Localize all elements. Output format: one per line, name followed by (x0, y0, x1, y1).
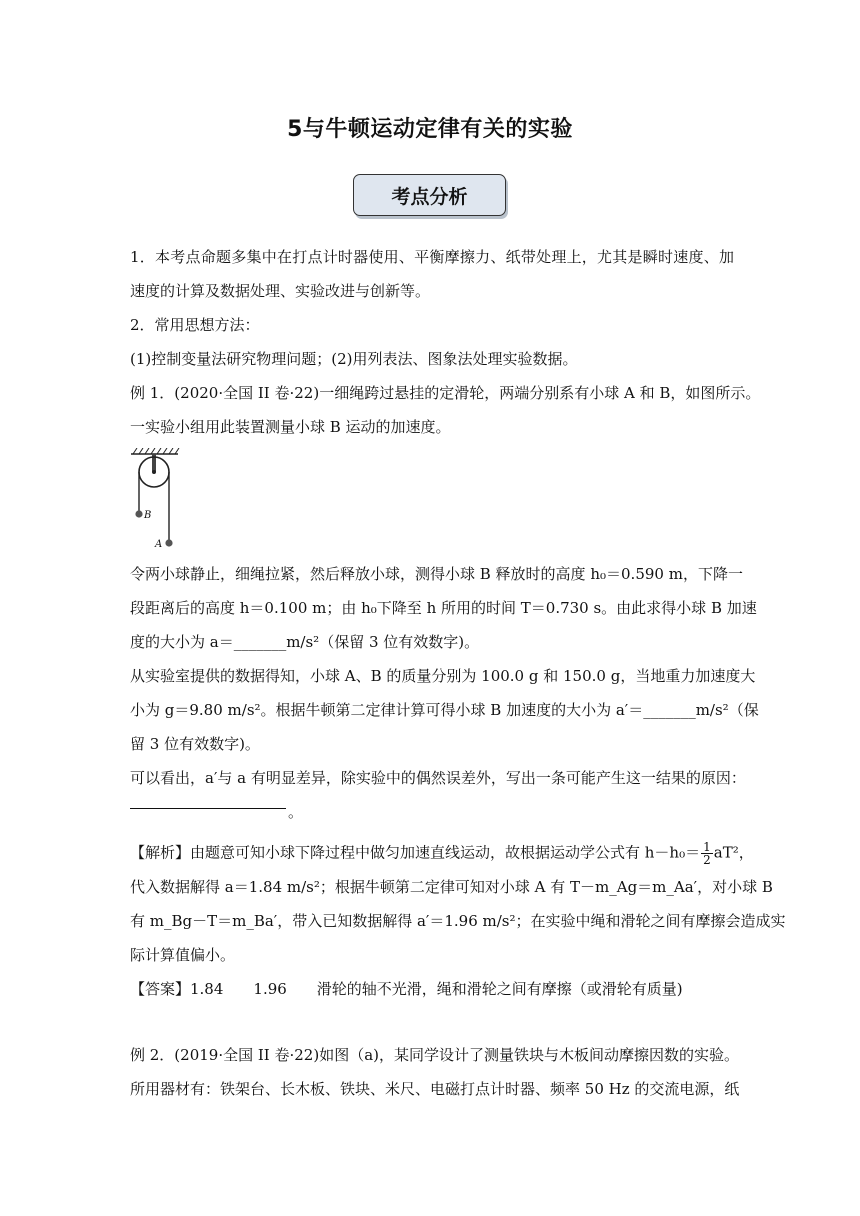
analysis-line-1 (130, 840, 754, 867)
example1-question-line-2: 一实验小组用此装置测量小球 B 运动的加速度。 (130, 418, 451, 436)
fraction-denominator: 2 (703, 853, 711, 867)
intro-paragraph-3: (1)控制变量法研究物理问题；(2)用列表法、图象法处理实验数据。 (130, 350, 578, 368)
example1-para-line-1: 令两小球静止，细绳拉紧，然后释放小球，测得小球 B 释放时的高度 h₀＝0.590 m，下降一 (130, 565, 743, 583)
fraction-numerator: 1 (703, 840, 711, 854)
label-B: B (144, 510, 152, 521)
answer-blank (130, 808, 286, 809)
analysis-line-2: 代入数据解得 a＝1.84 m/s²；根据牛顿第二定律可知对小球 A 有 T－m_Ag＝m_Aa′，对小球 B (130, 878, 773, 896)
example1-para-line-4: 从实验室提供的数据得知，小球 A、B 的质量分别为 100.0 g 和 150.0 g，当地重力加速度大 (130, 667, 756, 685)
example1-para-line-5: 小为 g＝9.80 m/s²。根据牛顿第二定律计算可得小球 B 加速度的大小为 a′＝_______m/s²（保 (130, 701, 759, 719)
example2-question-line-2: 所用器材有：铁架台、长木板、铁块、米尺、电磁打点计时器、频率 50 Hz 的交流电源，纸 (130, 1080, 740, 1098)
analysis-line-3: 有 m_Bg－T＝m_Ba′，带入已知数据解得 a′＝1.96 m/s²；在实验中绳和滑轮之间有摩擦会造成实 (130, 912, 786, 930)
pulley-axle (152, 470, 156, 474)
example1-para-line-8: 。 (288, 803, 304, 821)
intro-paragraph-1-line-1: 1．本考点命题多集中在打点计时器使用、平衡摩擦力、纸带处理上，尤其是瞬时速度、加 (130, 248, 734, 266)
section-heading: 考点分析 (353, 174, 506, 216)
example2-question-line-1: 例 2．(2019·全国 II 卷·22)如图（a)，某同学设计了测量铁块与木板间动摩擦因数的实验。 (130, 1046, 739, 1064)
analysis-line-1-text: 【解析】由题意可知小球下降过程中做匀加速直线运动，故根据运动学公式有 h－h₀＝ (130, 843, 701, 862)
page-title: 5与牛顿运动定律有关的实验 (287, 117, 573, 142)
example1-para-line-7: 可以看出，a′与 a 有明显差异，除实验中的偶然误差外，写出一条可能产生这一结果的原因： (130, 769, 746, 787)
example1-para-line-6: 留 3 位有效数字)。 (130, 735, 260, 753)
answer-line: 【答案】1.84 1.96 滑轮的轴不光滑，绳和滑轮之间有摩擦（或滑轮有质量) (130, 980, 683, 998)
label-A: A (155, 539, 163, 550)
example1-para-line-3: 度的大小为 a＝_______m/s²（保留 3 位有效数字)。 (130, 633, 480, 651)
fraction-half (701, 841, 713, 866)
ceiling-hatch (131, 448, 179, 454)
example1-para-line-2: 段距离后的高度 h＝0.100 m；由 h₀下降至 h 所用的时间 T＝0.730 s。由此求得小球 B 加速 (130, 599, 757, 617)
pulley-figure (128, 448, 188, 552)
ball-A (165, 539, 172, 546)
ball-B (135, 510, 142, 517)
example1-question-line-1: 例 1．(2020·全国 II 卷·22)一细绳跨过悬挂的定滑轮，两端分别系有小球 A 和 B，如图所示。 (130, 384, 761, 402)
analysis-line-1-tail: aT²， (713, 843, 754, 862)
intro-paragraph-1-line-2: 速度的计算及数据处理、实验改进与创新等。 (130, 282, 431, 300)
analysis-line-4: 际计算值偏小。 (130, 946, 236, 964)
intro-paragraph-2: 2．常用思想方法： (130, 316, 260, 334)
